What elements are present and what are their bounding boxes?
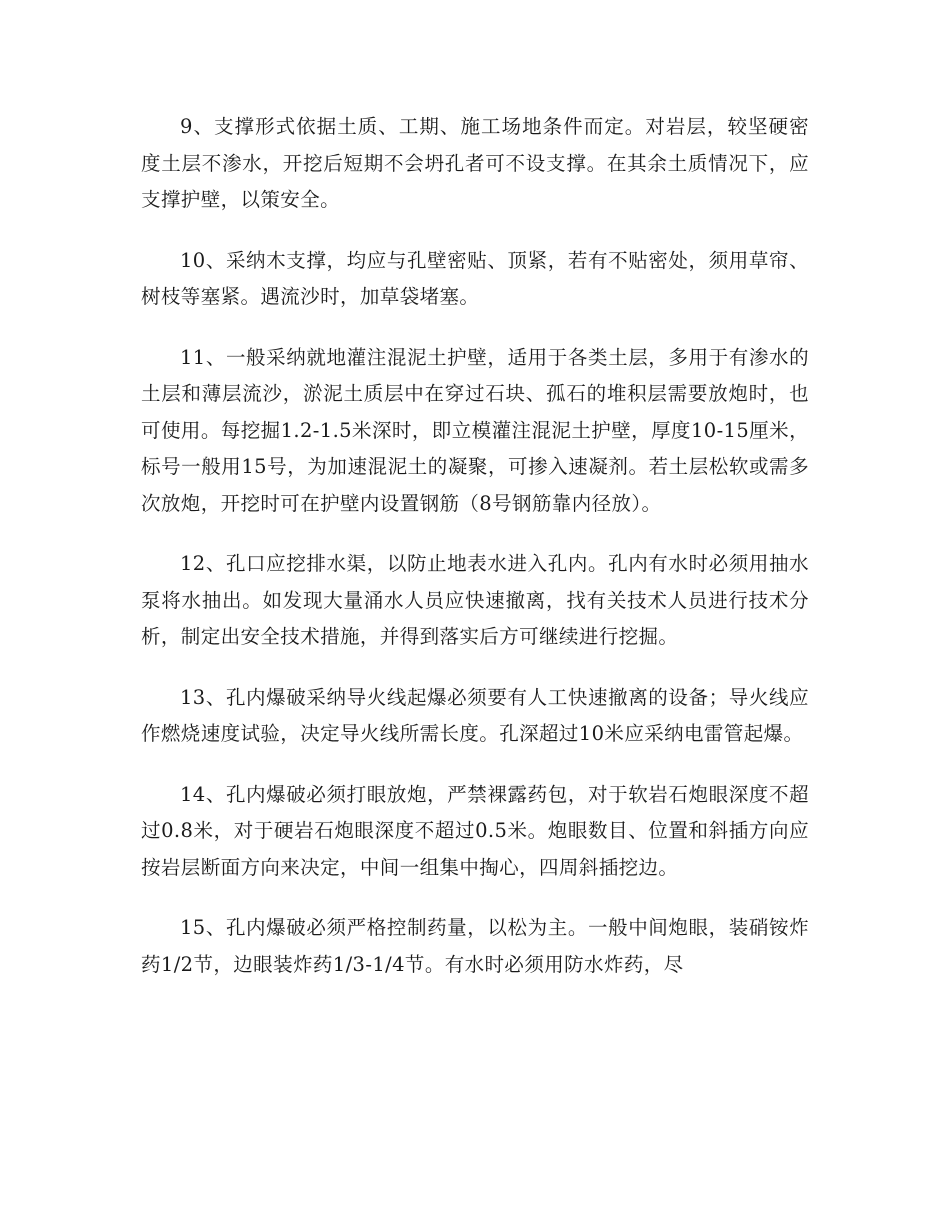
paragraph-9: 9、支撑形式依据土质、工期、施工场地条件而定。对岩层，较坚硬密度土层不渗水，开挖后短期不会坍孔者可不设支撑。在其余土质情况下，应支撑护壁，以策安全。	[141, 115, 809, 211]
paragraph-13: 13、孔内爆破采纳导火线起爆必须要有人工快速撤离的设备；导火线应作燃烧速度试验，决定导火线所需长度。孔深超过10米应采纳电雷管起爆。	[141, 685, 809, 745]
paragraph-12: 12、孔口应挖排水渠，以防止地表水进入孔内。孔内有水时必须用抽水泵将水抽出。如发现大量涌水人员应快速撤离，找有关技术人员进行技术分析，制定出安全技术措施，并得到落实后方可继续进行挖掘。	[141, 552, 809, 648]
paragraph-11: 11、一般采纳就地灌注混泥土护壁，适用于各类土层，多用于有渗水的土层和薄层流沙，淤泥土质层中在穿过石块、孤石的堆积层需要放炮时，也可使用。每挖掘1.2-1.5米深时，即立模灌注混泥土护壁，厚度10-15厘米，标号一般用15号，为加速混泥土的凝聚，可掺入速凝剂。若土层松软或需多次放炮，开挖时可在护壁内设置钢筋（8号钢筋靠内径放）。	[141, 345, 809, 515]
document-body	[141, 109, 809, 1007]
paragraph-10: 10、采纳木支撑，均应与孔壁密贴、顶紧，若有不贴密处，须用草帘、树枝等塞紧。遇流沙时，加草袋堵塞。	[141, 248, 809, 308]
paragraph-15: 15、孔内爆破必须严格控制药量，以松为主。一般中间炮眼，装硝铵炸药1/2节，边眼装炸药1/3-1/4节。有水时必须用防水炸药，尽	[141, 916, 809, 976]
paragraph-14: 14、孔内爆破必须打眼放炮，严禁裸露药包，对于软岩石炮眼深度不超过0.8米，对于硬岩石炮眼深度不超过0.5米。炮眼数目、位置和斜插方向应按岩层断面方向来决定，中间一组集中掏心，四周斜插挖边。	[141, 782, 809, 879]
